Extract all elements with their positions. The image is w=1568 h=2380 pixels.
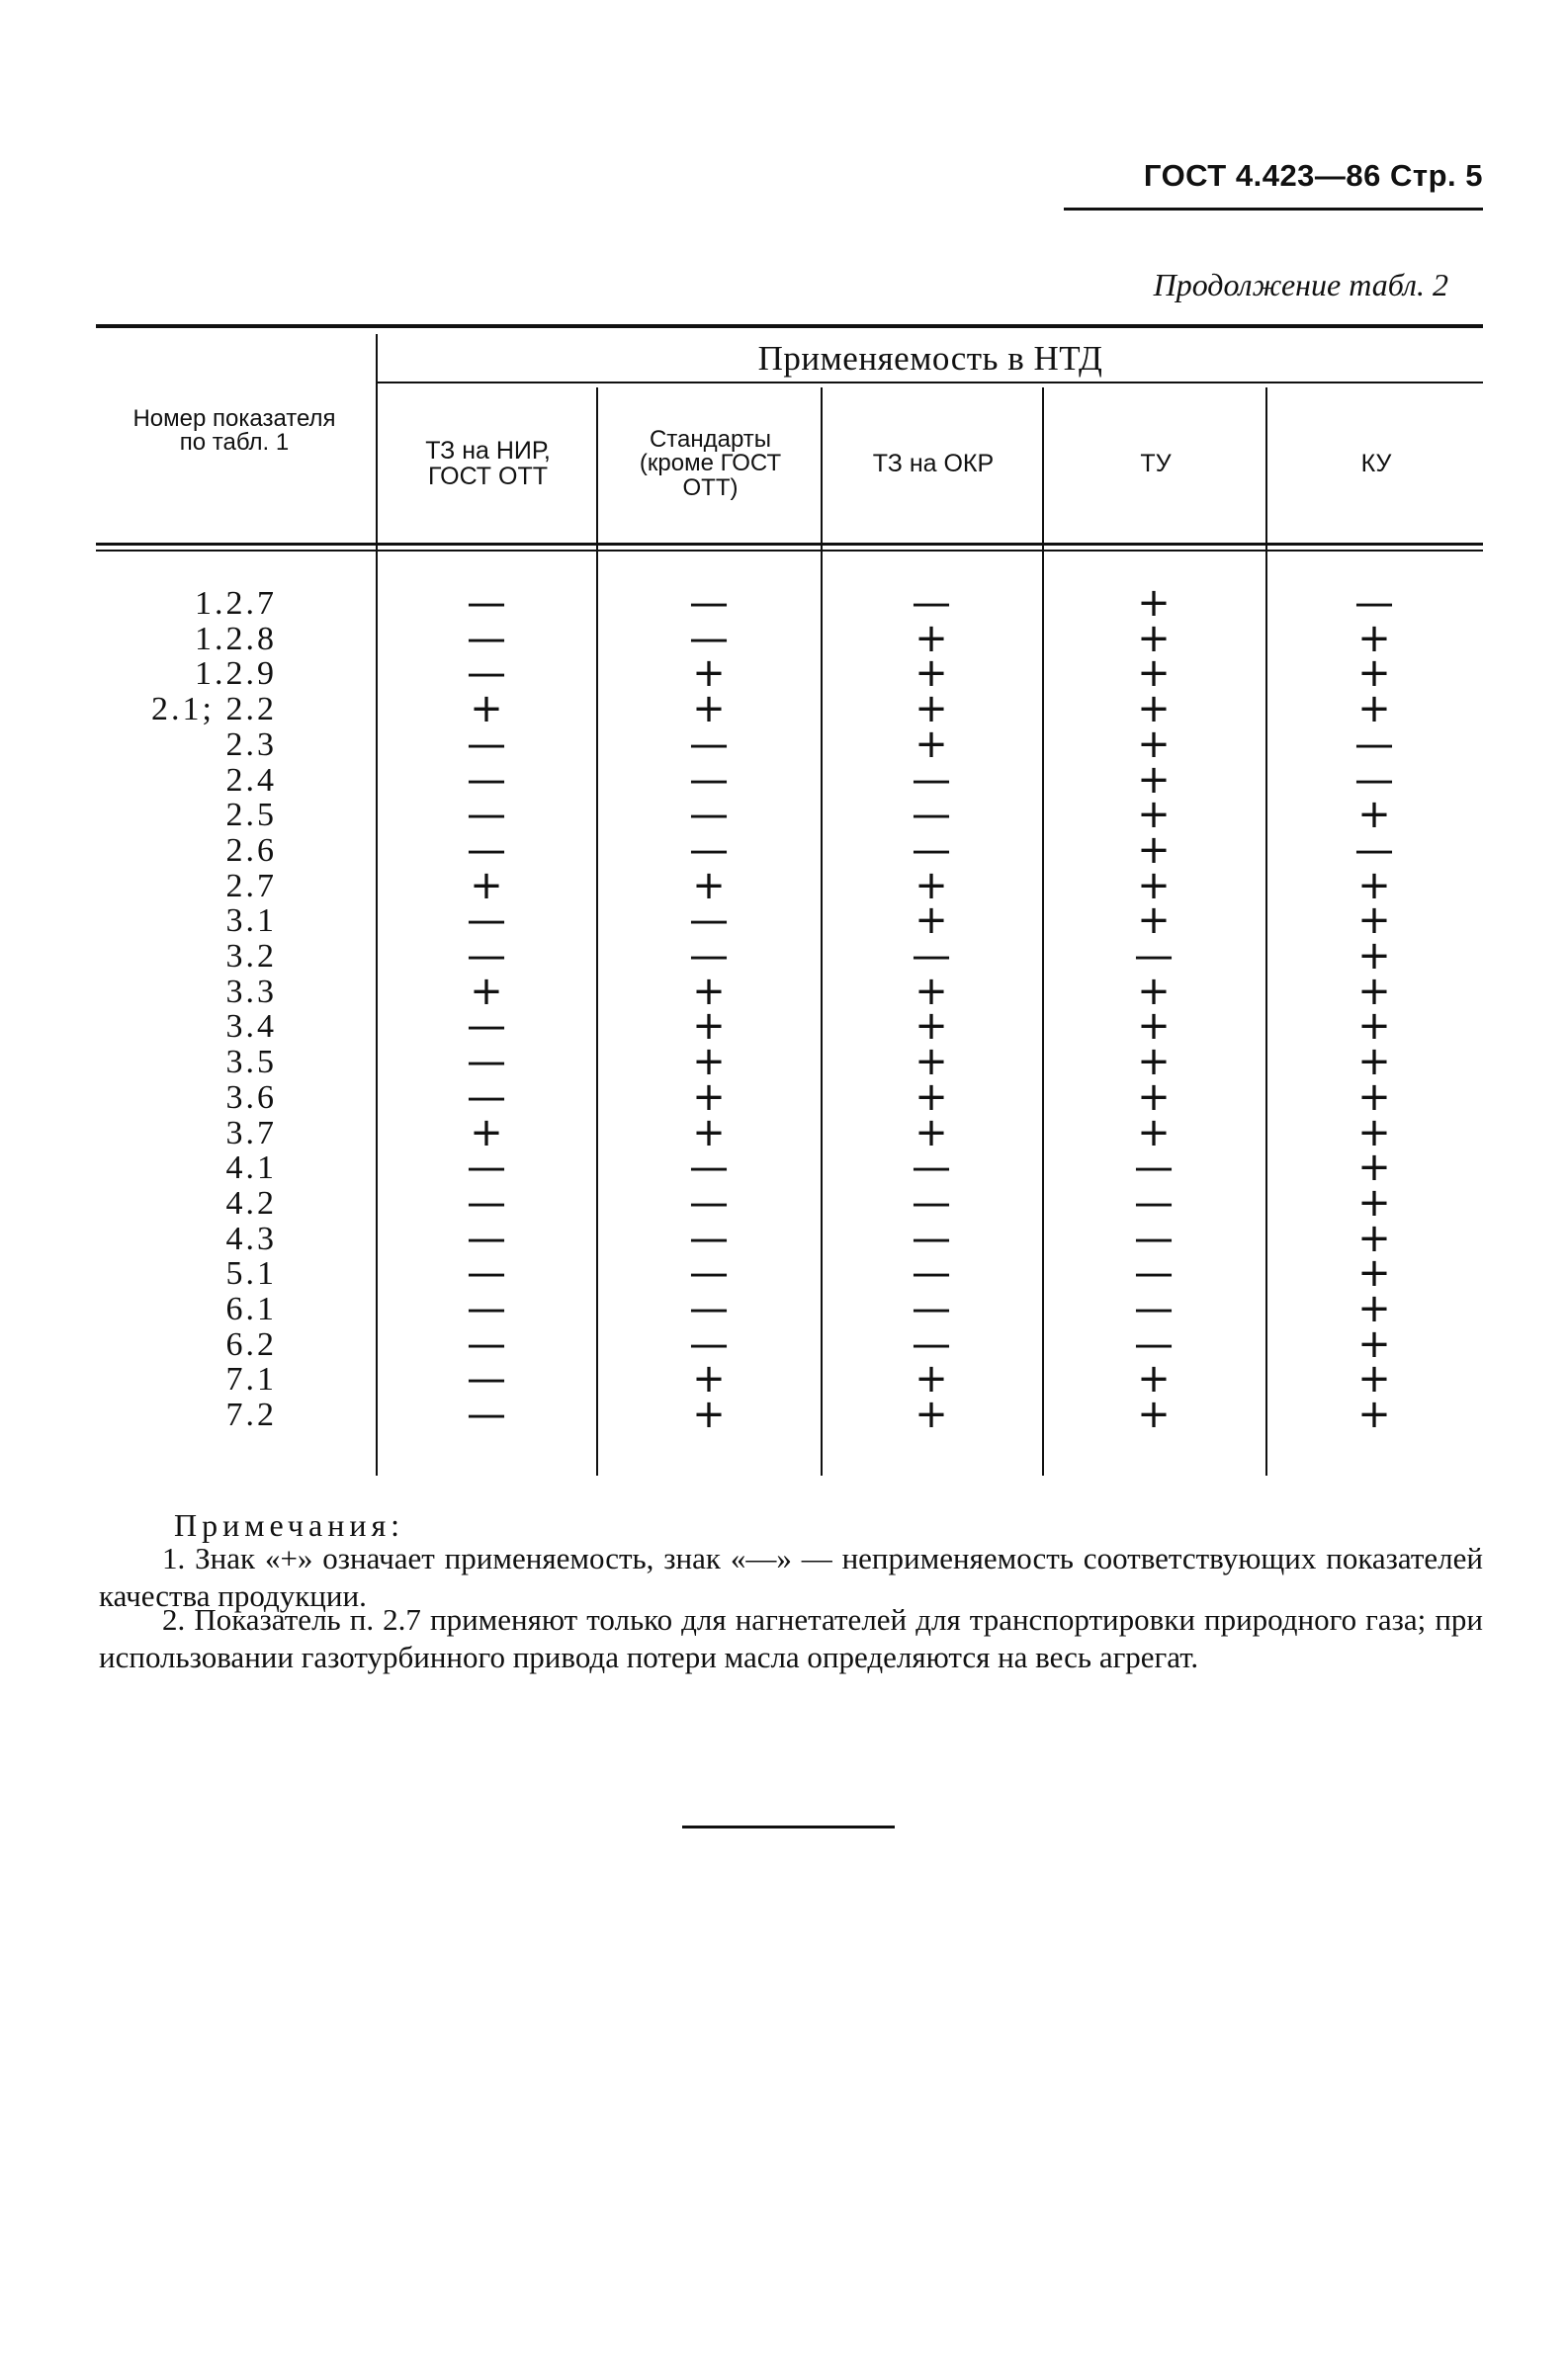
applicability-mark: + — [1357, 1003, 1391, 1050]
column-divider — [376, 334, 378, 1476]
row-number: 3.2 — [225, 938, 277, 975]
row-number: 7.1 — [225, 1361, 277, 1399]
group-header: Применяемость в НТД — [757, 339, 1103, 379]
applicability-mark: — — [467, 1356, 506, 1402]
applicability-mark: — — [689, 933, 729, 978]
applicability-mark: + — [1357, 933, 1391, 978]
column-divider — [596, 387, 598, 1476]
applicability-mark: — — [689, 826, 729, 873]
row-header-line: Номер показателя — [132, 404, 336, 432]
applicability-mark: — — [689, 1145, 729, 1191]
applicability-mark: + — [1137, 721, 1171, 767]
applicability-mark: — — [689, 756, 729, 803]
row-number: 2.1; 2.2 — [151, 691, 277, 728]
applicability-mark: + — [692, 650, 726, 697]
row-number: 2.5 — [225, 797, 277, 834]
applicability-mark: + — [692, 1109, 726, 1155]
column-header-tz-nir: ТЗ на НИР, ГОСТ ОТТ — [425, 437, 551, 490]
applicability-mark: — — [689, 1179, 729, 1226]
applicability-mark: + — [915, 897, 948, 944]
applicability-mark: + — [915, 1073, 948, 1120]
applicability-mark: — — [1134, 933, 1174, 978]
column-header-standards: Стандарты (кроме ГОСТ ОТТ) — [639, 425, 782, 501]
applicability-mark: — — [689, 1215, 729, 1261]
applicability-mark: — — [467, 1145, 506, 1191]
applicability-mark: + — [1137, 1039, 1171, 1085]
applicability-mark: + — [692, 1392, 726, 1438]
row-number: 3.4 — [225, 1008, 277, 1046]
applicability-mark: + — [1357, 1109, 1391, 1155]
applicability-mark: + — [1357, 1286, 1391, 1331]
applicability-mark: — — [467, 615, 506, 661]
applicability-mark: + — [692, 1039, 726, 1085]
table-continuation-caption: Продолжение табл. 2 — [1153, 267, 1448, 302]
applicability-mark: — — [467, 1073, 506, 1120]
applicability-mark: + — [1137, 756, 1171, 803]
applicability-mark: + — [1137, 1356, 1171, 1402]
applicability-mark: + — [1137, 686, 1171, 732]
applicability-mark: + — [915, 1356, 948, 1402]
applicability-mark: — — [912, 1320, 951, 1367]
note-1-text: 1. Знак «+» означает применяемость, знак «—» — неприменяемость соответствующих показателей качества продукции. — [99, 1541, 1483, 1613]
applicability-mark: — — [912, 756, 951, 803]
row-number: 4.3 — [225, 1220, 277, 1257]
applicability-mark: — — [912, 1145, 951, 1191]
applicability-mark: + — [1137, 615, 1171, 661]
column-divider — [1265, 387, 1267, 1476]
row-number: 3.7 — [225, 1114, 277, 1151]
applicability-mark: + — [915, 862, 948, 908]
row-number: 1.2.9 — [195, 655, 277, 693]
applicability-mark: + — [1357, 1215, 1391, 1261]
row-number: 3.3 — [225, 973, 277, 1010]
applicability-mark: — — [467, 580, 506, 626]
applicability-mark: + — [1137, 826, 1171, 873]
applicability-mark: + — [1137, 1392, 1171, 1438]
applicability-mark: — — [467, 826, 506, 873]
row-number: 6.1 — [225, 1291, 277, 1327]
applicability-mark: + — [1137, 580, 1171, 626]
end-rule — [682, 1826, 895, 1828]
applicability-mark: — — [1354, 826, 1394, 873]
applicability-mark: — — [467, 1039, 506, 1085]
row-number: 4.1 — [225, 1149, 277, 1187]
notes-title: Примечания: — [174, 1507, 405, 1543]
applicability-mark: — — [1134, 1145, 1174, 1191]
row-number: 2.4 — [225, 761, 277, 799]
applicability-mark: + — [915, 650, 948, 697]
applicability-mark: + — [915, 1109, 948, 1155]
applicability-mark: + — [1357, 1356, 1391, 1402]
applicability-mark: + — [1137, 1003, 1171, 1050]
applicability-mark: — — [467, 721, 506, 767]
applicability-mark: — — [689, 580, 729, 626]
applicability-mark: + — [1357, 862, 1391, 908]
row-number: 3.1 — [225, 902, 277, 940]
applicability-mark: — — [689, 1320, 729, 1367]
applicability-mark: — — [467, 1392, 506, 1438]
header-bottom-rule — [96, 543, 1483, 546]
applicability-mark: — — [912, 1215, 951, 1261]
column-header-tu: ТУ — [1140, 449, 1172, 477]
applicability-mark: + — [470, 968, 503, 1014]
applicability-mark: + — [1357, 686, 1391, 732]
applicability-mark: — — [467, 756, 506, 803]
applicability-mark: + — [1357, 1392, 1391, 1438]
applicability-mark: — — [689, 1250, 729, 1297]
applicability-mark: — — [912, 933, 951, 978]
applicability-mark: + — [470, 862, 503, 908]
note-2-text: 2. Показатель п. 2.7 применяют только для нагнетателей для транспортировки природного газа; при использовании газотурбинного привода потери масла определяются на весь агрегат. — [99, 1602, 1483, 1674]
applicability-mark: — — [912, 1286, 951, 1331]
applicability-mark: + — [1357, 1073, 1391, 1120]
applicability-mark: — — [689, 615, 729, 661]
column-header-ku: КУ — [1360, 449, 1392, 477]
header-rule — [1064, 208, 1483, 211]
applicability-mark: + — [1357, 792, 1391, 838]
applicability-mark: — — [912, 1179, 951, 1226]
row-number: 2.6 — [225, 831, 277, 869]
applicability-mark: + — [915, 686, 948, 732]
row-number: 3.5 — [225, 1044, 277, 1081]
applicability-mark: — — [689, 897, 729, 944]
row-number: 4.2 — [225, 1184, 277, 1222]
applicability-mark: + — [1357, 1039, 1391, 1085]
column-header-tz-okr: ТЗ на ОКР — [872, 449, 995, 477]
applicability-mark: — — [912, 580, 951, 626]
applicability-mark: + — [915, 968, 948, 1014]
applicability-mark: + — [1357, 1320, 1391, 1367]
applicability-mark: — — [467, 897, 506, 944]
applicability-mark: — — [1134, 1179, 1174, 1226]
applicability-mark: — — [912, 1250, 951, 1297]
applicability-mark: + — [915, 721, 948, 767]
applicability-mark: — — [1134, 1250, 1174, 1297]
applicability-mark: + — [1137, 897, 1171, 944]
applicability-mark: + — [692, 686, 726, 732]
row-header-cell — [96, 395, 373, 467]
applicability-mark: — — [467, 792, 506, 838]
applicability-mark: — — [467, 1250, 506, 1297]
applicability-mark: + — [1357, 1250, 1391, 1297]
row-header-line: по табл. 1 — [179, 429, 290, 456]
applicability-mark: — — [1354, 721, 1394, 767]
applicability-mark: + — [1137, 792, 1171, 838]
applicability-mark: + — [1137, 862, 1171, 908]
applicability-mark: — — [1354, 580, 1394, 626]
applicability-mark: + — [1357, 1145, 1391, 1191]
header-bottom-rule-double — [96, 550, 1483, 552]
applicability-mark: + — [692, 1003, 726, 1050]
applicability-mark: + — [1357, 968, 1391, 1014]
applicability-mark: — — [912, 792, 951, 838]
applicability-mark: + — [915, 1003, 948, 1050]
column-divider — [821, 387, 823, 1476]
applicability-mark: — — [689, 792, 729, 838]
applicability-mark: + — [1137, 650, 1171, 697]
column-divider — [1042, 387, 1044, 1476]
applicability-mark: — — [1134, 1286, 1174, 1331]
row-number: 7.2 — [225, 1397, 277, 1434]
applicability-mark: — — [689, 721, 729, 767]
applicability-mark: — — [467, 1179, 506, 1226]
row-number: 2.7 — [225, 867, 277, 904]
applicability-mark: — — [1134, 1320, 1174, 1367]
applicability-mark: + — [692, 1073, 726, 1120]
applicability-mark: + — [1357, 650, 1391, 697]
applicability-mark: + — [915, 1039, 948, 1085]
row-number: 2.3 — [225, 725, 277, 763]
table-top-rule — [96, 324, 1483, 328]
row-number: 3.6 — [225, 1078, 277, 1116]
applicability-mark: + — [1137, 1073, 1171, 1120]
applicability-mark: + — [1357, 1179, 1391, 1226]
applicability-mark: + — [1357, 615, 1391, 661]
applicability-mark: + — [1137, 968, 1171, 1014]
applicability-mark: + — [915, 1392, 948, 1438]
applicability-mark: — — [467, 1320, 506, 1367]
applicability-mark: + — [692, 1356, 726, 1402]
applicability-mark: + — [915, 615, 948, 661]
applicability-mark: — — [689, 1286, 729, 1331]
applicability-mark: — — [467, 1215, 506, 1261]
applicability-mark: — — [467, 1003, 506, 1050]
applicability-mark: + — [692, 862, 726, 908]
note-2 — [99, 1601, 1483, 1676]
applicability-mark: + — [1357, 897, 1391, 944]
applicability-mark: + — [470, 1109, 503, 1155]
row-number: 5.1 — [225, 1255, 277, 1293]
applicability-mark: — — [1354, 756, 1394, 803]
applicability-mark: + — [692, 968, 726, 1014]
applicability-mark: — — [912, 826, 951, 873]
row-number: 6.2 — [225, 1325, 277, 1363]
page-header: ГОСТ 4.423—86 Стр. 5 — [1143, 158, 1483, 193]
row-number: 1.2.7 — [195, 585, 277, 622]
applicability-mark: + — [470, 686, 503, 732]
applicability-mark: + — [1137, 1109, 1171, 1155]
row-number: 1.2.8 — [195, 620, 277, 657]
applicability-mark: — — [467, 1286, 506, 1331]
applicability-mark: — — [467, 933, 506, 978]
applicability-mark: — — [1134, 1215, 1174, 1261]
applicability-mark: — — [467, 650, 506, 697]
